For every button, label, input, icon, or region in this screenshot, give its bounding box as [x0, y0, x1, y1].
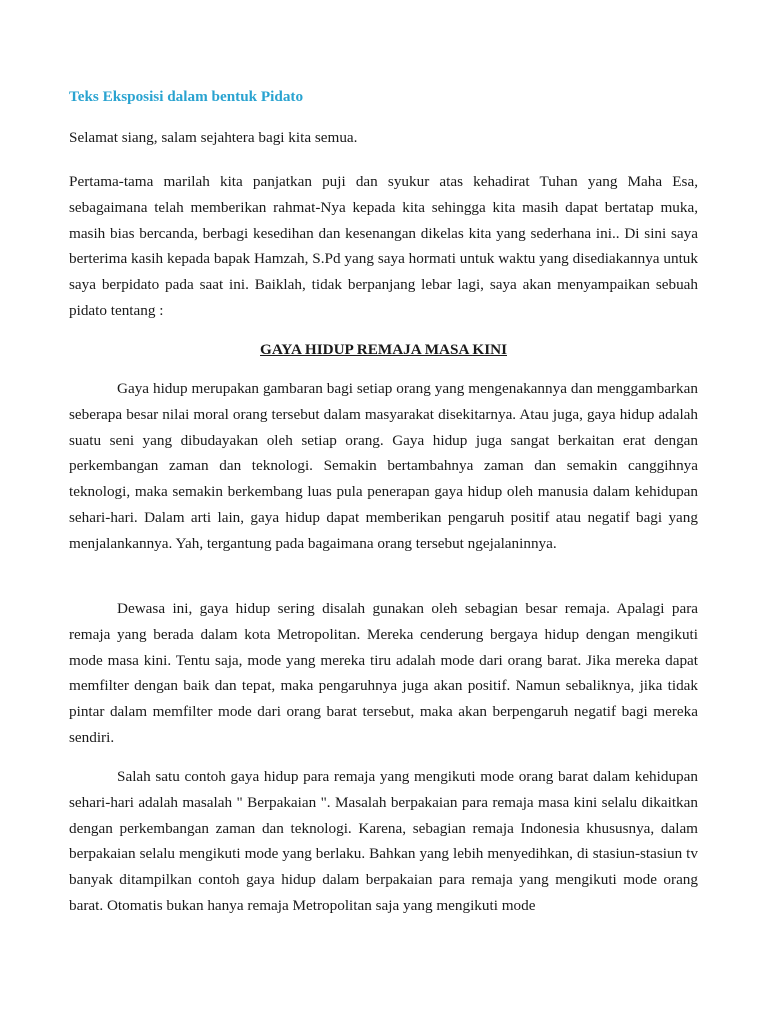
body-paragraph-1: Gaya hidup merupakan gambaran bagi setiap orang yang mengenakannya dan menggambarkan seberapa besar nilai moral orang tersebut dalam masyarakat disekitarnya. Atau juga, gaya hidup adalah suatu seni yang dibudayakan oleh setiap orang. Gaya hidup juga sangat berkaitan erat dengan perkembangan zaman dan teknologi. Semakin bertambahnya zaman dan semakin canggihnya teknologi, maka semakin berkembang luas pula penerapan gaya hidup oleh manusia dalam kehidupan sehari-hari. Dalam arti lain, gaya hidup dapat memberikan pengaruh positif atau negatif bagi yang menjalankannya. Yah, tergantung pada bagaimana orang tersebut ngejalaninnya. [69, 380, 698, 552]
document-title: Teks Eksposisi dalam bentuk Pidato [69, 88, 304, 105]
speech-heading: GAYA HIDUP REMAJA MASA KINI [260, 341, 507, 358]
body-paragraph-2: Dewasa ini, gaya hidup sering disalah gunakan oleh sebagian besar remaja. Apalagi para remaja yang berada dalam kota Metropolitan. Mereka cenderung bergaya hidup dengan mengikuti mode masa kini. Tentu saja, mode yang mereka tiru adalah mode dari orang barat. Jika mereka dapat memfilter dengan baik dan tepat, maka pengaruhnya juga akan positif. Namun sebaliknya, jika tidak pintar dalam memfilter mode dari orang barat tersebut, maka akan berpengaruh negatif bagi mereka sendiri. [69, 600, 698, 746]
greeting-line: Selamat siang, salam sejahtera bagi kita semua. [69, 129, 358, 146]
body-paragraph-3: Salah satu contoh gaya hidup para remaja yang mengikuti mode orang barat dalam kehidupan sehari-hari adalah masalah " Berpakaian ". Masalah berpakaian para remaja masa kini selalu dikaitkan dengan perkembangan zaman dan teknologi. Karena, sebagian remaja Indonesia khususnya, dalam berpakaian selalu mengikuti mode yang berlaku. Bahkan yang lebih menyedihkan, di stasiun-stasiun tv banyak ditampilkan contoh gaya hidup dalam berpakaian para remaja yang mengikuti mode orang barat. Otomatis bukan hanya remaja Metropolitan saja yang mengikuti mode [69, 768, 698, 914]
intro-paragraph: Pertama-tama marilah kita panjatkan puji dan syukur atas kehadirat Tuhan yang Maha Esa, sebagaimana telah memberikan rahmat-Nya kepada kita sehingga kita masih dapat bertatap muka, masih bias bercanda, berbagi kesedihan dan kesenangan dikelas kita yang sederhana ini.. Di sini saya berterima kasih kepada bapak Hamzah, S.Pd yang saya hormati untuk waktu yang disediakannya untuk saya berpidato pada saat ini. Baiklah, tidak berpanjang lebar lagi, saya akan menyampaikan sebuah pidato tentang : [69, 173, 698, 319]
